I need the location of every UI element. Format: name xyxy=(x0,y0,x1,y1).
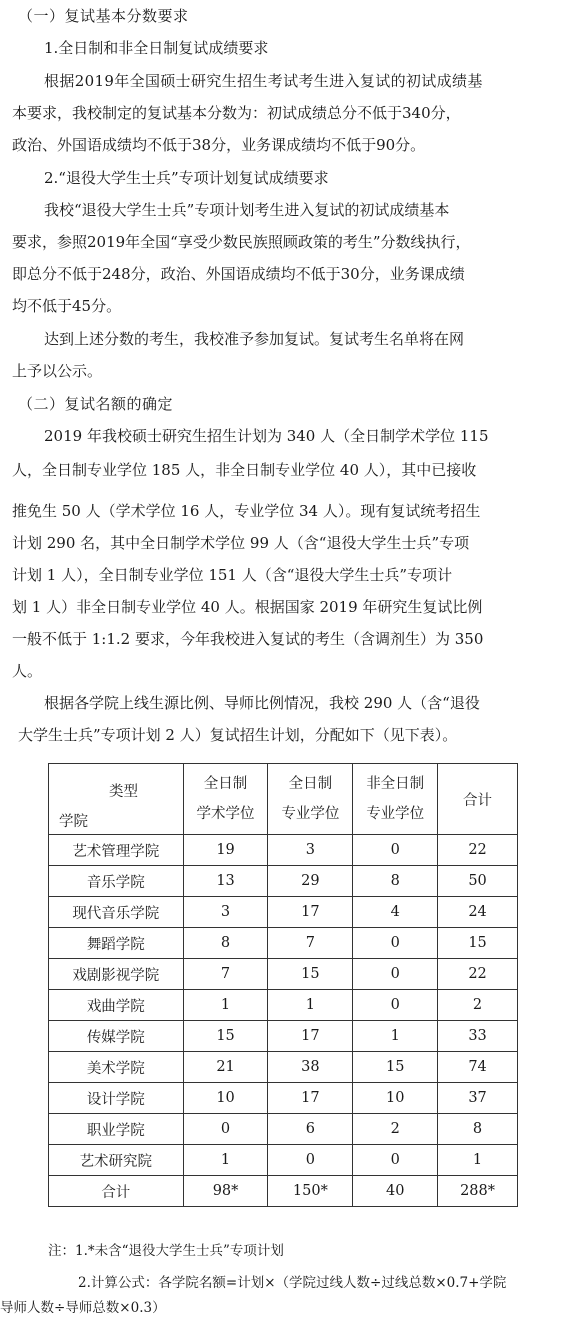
quota-value-cell: 0 xyxy=(268,1145,353,1176)
quota-value-cell: 0 xyxy=(353,959,438,990)
paragraph-line: 大学生士兵”专项计划 2 人）复试招生计划，分配如下（见下表）。 xyxy=(18,726,458,744)
quota-value-cell: 29 xyxy=(268,866,353,897)
paragraph-line: 2019 年我校硕士研究生招生计划为 340 人（全日制学术学位 115 xyxy=(44,427,489,445)
paragraph-line: 划 1 人）非全日制专业学位 40 人。根据国家 2019 年研究生复试比例 xyxy=(12,598,483,616)
quota-value-cell: 7 xyxy=(268,928,353,959)
paragraph-line: 人，全日制专业学位 185 人，非全日制专业学位 40 人），其中已接收 xyxy=(12,461,477,479)
quota-value-cell: 17 xyxy=(268,1083,353,1114)
college-name-cell: 舞蹈学院 xyxy=(49,928,184,959)
quota-value-cell: 8 xyxy=(438,1114,518,1145)
quota-value-cell: 17 xyxy=(268,1021,353,1052)
paragraph-line: 本要求，我校制定的复试基本分数为：初试成绩总分不低于340分， xyxy=(12,104,461,122)
paragraph-line: 政治、外国语成绩均不低于38分，业务课成绩均不低于90分。 xyxy=(12,136,426,154)
table-row xyxy=(49,928,518,959)
paragraph-line: 达到上述分数的考生，我校准予参加复试。复试考生名单将在网 xyxy=(44,330,465,348)
paragraph-line: 一般不低于 1:1.2 要求，今年我校进入复试的考生（含调剂生）为 350 xyxy=(12,630,484,648)
quota-value-cell: 1 xyxy=(183,990,268,1021)
quota-value-cell: 19 xyxy=(183,835,268,866)
section-heading-1: （一）复试基本分数要求 xyxy=(18,7,189,25)
quota-value-cell: 0 xyxy=(353,1145,438,1176)
paragraph-line: 要求，参照2019年全国“享受少数民族照顾政策的考生”分数线执行， xyxy=(12,233,471,251)
paragraph-line: 上予以公示。 xyxy=(12,362,103,380)
quota-value-cell: 2 xyxy=(438,990,518,1021)
paragraph-line: 推免生 50 人（学术学位 16 人，专业学位 34 人）。现有复试统考招生 xyxy=(12,502,481,520)
quota-value-cell: 0 xyxy=(353,835,438,866)
table-row xyxy=(49,1114,518,1145)
college-name-cell: 现代音乐学院 xyxy=(49,897,184,928)
quota-value-cell: 22 xyxy=(438,959,518,990)
college-name-cell: 戏曲学院 xyxy=(49,990,184,1021)
quota-value-cell: 40 xyxy=(353,1176,438,1207)
header-fulltime-academic: 全日制 学术学位 xyxy=(183,764,268,835)
paragraph-line: 根据各学院上线生源比例、导师比例情况，我校 290 人（含“退役 xyxy=(44,694,480,712)
table-note-2-cont: 导师人数÷导师总数×0.3） xyxy=(0,1300,166,1316)
quota-value-cell: 1 xyxy=(438,1145,518,1176)
table-row xyxy=(49,1052,518,1083)
table-row xyxy=(49,1083,518,1114)
college-name-cell: 设计学院 xyxy=(49,1083,184,1114)
quota-value-cell: 8 xyxy=(353,866,438,897)
quota-value-cell: 1 xyxy=(268,990,353,1021)
quota-value-cell: 37 xyxy=(438,1083,518,1114)
quota-value-cell: 10 xyxy=(183,1083,268,1114)
paragraph-line: 人。 xyxy=(12,662,43,680)
college-name-cell: 传媒学院 xyxy=(49,1021,184,1052)
header-fulltime-professional: 全日制 专业学位 xyxy=(268,764,353,835)
college-name-cell: 艺术管理学院 xyxy=(49,835,184,866)
paragraph-line: 计划 290 名，其中全日制学术学位 99 人（含“退役大学生士兵”专项 xyxy=(12,534,470,552)
quota-value-cell: 7 xyxy=(183,959,268,990)
table-corner-cell xyxy=(49,764,184,835)
section-heading-2: （二）复试名额的确定 xyxy=(18,395,174,413)
table-note-1: 注：1.*未含“退役大学生士兵”专项计划 xyxy=(48,1243,284,1259)
quota-value-cell: 98* xyxy=(183,1176,268,1207)
paragraph-line: 均不低于45分。 xyxy=(12,297,122,315)
corner-label-college: 学院 xyxy=(59,814,88,830)
quota-value-cell: 1 xyxy=(183,1145,268,1176)
quota-value-cell: 2 xyxy=(353,1114,438,1145)
college-name-cell: 戏剧影视学院 xyxy=(49,959,184,990)
quota-value-cell: 74 xyxy=(438,1052,518,1083)
paragraph-line: 即总分不低于248分，政治、外国语成绩均不低于30分，业务课成绩 xyxy=(12,265,465,283)
table-row xyxy=(49,1145,518,1176)
quota-value-cell: 150* xyxy=(268,1176,353,1207)
quota-value-cell: 0 xyxy=(183,1114,268,1145)
quota-value-cell: 13 xyxy=(183,866,268,897)
table-header-row xyxy=(49,764,518,835)
paragraph-line: 根据2019年全国硕士研究生招生考试考生进入复试的初试成绩基 xyxy=(44,72,483,90)
college-name-cell: 音乐学院 xyxy=(49,866,184,897)
quota-value-cell: 15 xyxy=(268,959,353,990)
quota-table xyxy=(48,763,518,1207)
quota-value-cell: 0 xyxy=(353,928,438,959)
table-row xyxy=(49,835,518,866)
quota-value-cell: 21 xyxy=(183,1052,268,1083)
table-row xyxy=(49,897,518,928)
quota-value-cell: 22 xyxy=(438,835,518,866)
quota-value-cell: 4 xyxy=(353,897,438,928)
quota-value-cell: 33 xyxy=(438,1021,518,1052)
quota-value-cell: 1 xyxy=(353,1021,438,1052)
quota-value-cell: 50 xyxy=(438,866,518,897)
college-name-cell: 美术学院 xyxy=(49,1052,184,1083)
table-row xyxy=(49,1021,518,1052)
college-name-cell: 合计 xyxy=(49,1176,184,1207)
quota-value-cell: 15 xyxy=(353,1052,438,1083)
table-row xyxy=(49,990,518,1021)
college-name-cell: 艺术研究院 xyxy=(49,1145,184,1176)
quota-value-cell: 3 xyxy=(268,835,353,866)
quota-value-cell: 288* xyxy=(438,1176,518,1207)
corner-label-type: 类型 xyxy=(109,784,138,800)
subheading-1: 1.全日制和非全日制复试成绩要求 xyxy=(44,39,269,57)
paragraph-line: 我校“退役大学生士兵”专项计划考生进入复试的初试成绩基本 xyxy=(44,201,450,219)
table-row xyxy=(49,959,518,990)
table-row xyxy=(49,1176,518,1207)
subheading-2: 2.“退役大学生士兵”专项计划复试成绩要求 xyxy=(44,169,329,187)
header-parttime-professional: 非全日制 专业学位 xyxy=(353,764,438,835)
quota-value-cell: 15 xyxy=(438,928,518,959)
quota-value-cell: 15 xyxy=(183,1021,268,1052)
quota-value-cell: 24 xyxy=(438,897,518,928)
table-row xyxy=(49,866,518,897)
quota-value-cell: 8 xyxy=(183,928,268,959)
quota-value-cell: 10 xyxy=(353,1083,438,1114)
quota-value-cell: 38 xyxy=(268,1052,353,1083)
table-note-2: 2.计算公式：各学院名额=计划×（学院过线人数÷过线总数×0.7+学院 xyxy=(78,1275,507,1291)
quota-value-cell: 0 xyxy=(353,990,438,1021)
header-total: 合计 xyxy=(438,764,518,835)
college-name-cell: 职业学院 xyxy=(49,1114,184,1145)
quota-value-cell: 3 xyxy=(183,897,268,928)
paragraph-line: 计划 1 人），全日制专业学位 151 人（含“退役大学生士兵”专项计 xyxy=(12,566,453,584)
quota-value-cell: 6 xyxy=(268,1114,353,1145)
quota-value-cell: 17 xyxy=(268,897,353,928)
